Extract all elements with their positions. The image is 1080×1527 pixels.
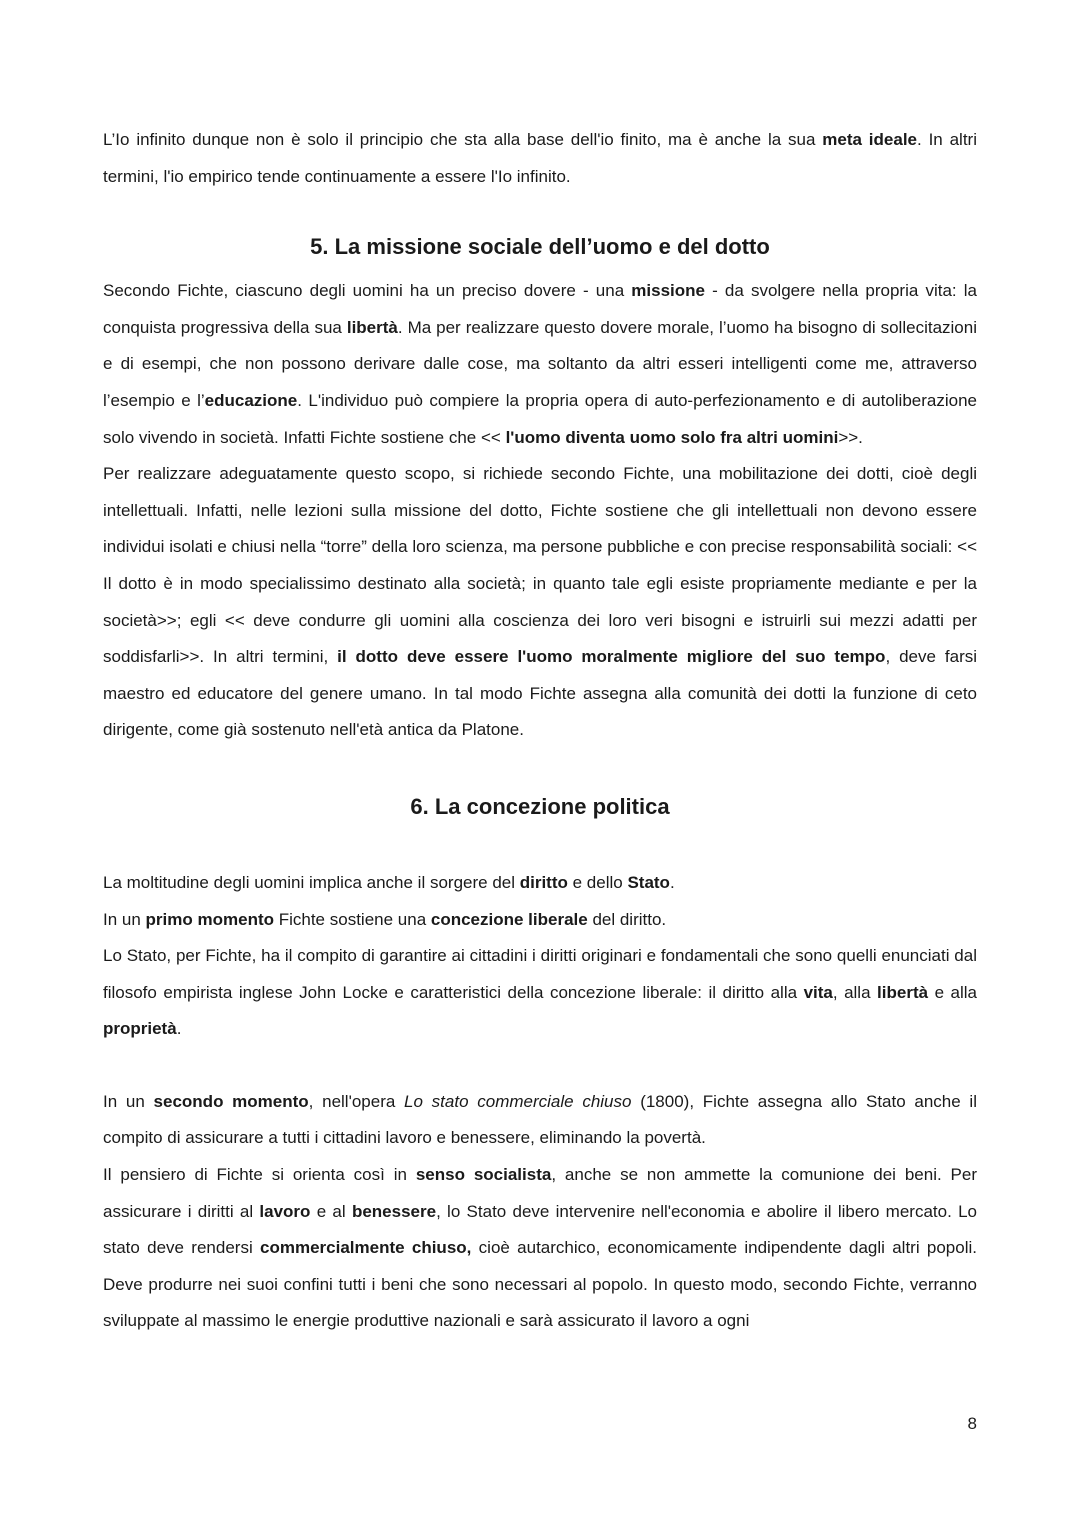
intro-paragraph xyxy=(103,122,977,195)
bold-term: Stato xyxy=(627,872,670,892)
text-span: , anche se non ammette la comunione dei beni. Per assicurare i diritti al xyxy=(103,1165,978,1221)
page-number: 8 xyxy=(967,1414,977,1433)
section-6-heading: 6. La concezione politica xyxy=(410,793,670,819)
text-span: In un xyxy=(103,909,146,929)
bold-term: vita xyxy=(803,982,833,1002)
bold-term: lavoro xyxy=(259,1201,311,1221)
text-span: Lo Stato, per Fichte, ha il compito di garantire ai cittadini i diritti originari e fondamentali che sono quelli enunciati dal filosofo empirista inglese John Locke e caratteristici della concezione liberale: il diritto alla xyxy=(103,946,977,1002)
text-span: . L'individuo può compiere la propria opera di auto-perfezionamento e di autoliberazione solo vivendo in società. Infatti Fichte sostiene che << xyxy=(103,390,977,447)
bold-term: concezione liberale xyxy=(430,909,588,929)
text-span: Per realizzare adeguatamente questo scopo, si richiede secondo Fichte, una mobilitazione dei dotti, cioè degli intellettuali. Infatti, nelle lezioni sulla missione del dotto, Fichte sostiene che gli intellettuali non devono essere individui isolati e chiusi nella “torre” della loro scienza, ma persone pubbliche e con precise responsabilità sociali: << Il dotto è in modo specialissimo destinato alla società; in quanto tale egli esiste propriamente mediante e per la società>>; egli << deve condurre gli uomini alla coscienza dei loro veri bisogni e istruirli sui mezzi adatti per soddisfarli>>. In altri termini, xyxy=(103,464,977,667)
text-span: . xyxy=(176,1019,182,1039)
bold-term: proprietà xyxy=(103,1019,177,1039)
bold-term: l'uomo diventa uomo solo fra altri uomini xyxy=(505,427,839,447)
text-span: >>. xyxy=(838,427,863,447)
bold-term: primo momento xyxy=(145,909,274,929)
text-span: Secondo Fichte, ciascuno degli uomini ha un preciso dovere - una xyxy=(103,281,632,301)
text-span: . In altri termini, l'io empirico tende continuamente a essere l'Io infinito. xyxy=(103,130,977,186)
text-span: Fichte sostiene una xyxy=(274,909,431,929)
section-6-paragraph-1 xyxy=(103,865,977,902)
text-span: La moltitudine degli uomini implica anche il sorgere del xyxy=(103,872,520,892)
text-span: e alla xyxy=(928,982,977,1002)
section-5-paragraph-2 xyxy=(103,456,977,749)
text-span: , deve farsi maestro ed educatore del genere umano. In tal modo Fichte assegna alla comunità dei dotti la funzione di ceto dirigente, come già sostenuto nell'età antica da Platone. xyxy=(103,647,978,740)
paragraph-gap xyxy=(103,1048,977,1084)
bold-term: senso socialista xyxy=(415,1165,552,1185)
page-content xyxy=(103,122,977,1340)
bold-term: il dotto deve essere l'uomo moralmente migliore del suo tempo xyxy=(337,647,886,667)
section-6-paragraph-3 xyxy=(103,938,977,1048)
section-6-paragraph-5 xyxy=(103,1157,977,1340)
text-span: L’Io infinito dunque non è solo il principio che sta alla base dell'io finito, ma è anche la sua xyxy=(103,130,823,149)
text-span: , nell'opera xyxy=(308,1091,405,1111)
section-5-paragraph-1 xyxy=(103,273,977,456)
text-span: e dello xyxy=(567,872,628,892)
text-span: Il pensiero di Fichte si orienta così in xyxy=(103,1165,416,1185)
bold-term: meta ideale xyxy=(822,130,918,149)
text-span: , alla xyxy=(832,982,878,1002)
text-span: (1800), Fichte assegna allo Stato anche il compito di assicurare a tutti i cittadini lavoro e benessere, eliminando la povertà. xyxy=(103,1091,977,1148)
text-span: del diritto. xyxy=(587,909,667,929)
section-6-paragraph-2 xyxy=(103,902,977,939)
bold-term: libertà xyxy=(877,982,929,1002)
bold-term: benessere xyxy=(351,1201,437,1221)
bold-term: commercialmente chiuso, xyxy=(260,1238,472,1258)
text-span: - da svolgere nella propria vita: la conquista progressiva della sua xyxy=(103,281,977,337)
text-span: . Ma per realizzare questo dovere morale, l’uomo ha bisogno di sollecitazioni e di esempi, che non possono derivare dalle cose, ma soltanto da altri esseri intelligenti come me, attraverso l’esempio e l’ xyxy=(103,317,977,410)
bold-term: libertà xyxy=(346,317,398,337)
bold-term: educazione xyxy=(204,390,298,410)
section-5-heading: 5. La missione sociale dell’uomo e del dotto xyxy=(310,234,770,260)
text-span: In un xyxy=(103,1091,154,1111)
text-span: e al xyxy=(310,1201,352,1221)
text-span: . xyxy=(669,872,675,892)
bold-term: secondo momento xyxy=(153,1091,309,1111)
text-span: , lo Stato deve intervenire nell'economia e abolire il libero mercato. Lo stato deve rendersi xyxy=(103,1201,977,1258)
bold-term: missione xyxy=(631,281,705,301)
italic-title: Lo stato commerciale chiuso xyxy=(404,1091,632,1111)
section-6-paragraph-4 xyxy=(103,1084,977,1157)
text-span: cioè autarchico, economicamente indipendente dagli altri popoli. Deve produrre nei suoi confini tutti i beni che sono necessari al popolo. In questo modo, secondo Fichte, verranno sviluppate al massimo le energie produttive nazionali e sarà assicurato il lavoro a ogni xyxy=(103,1238,977,1331)
bold-term: diritto xyxy=(519,872,568,892)
